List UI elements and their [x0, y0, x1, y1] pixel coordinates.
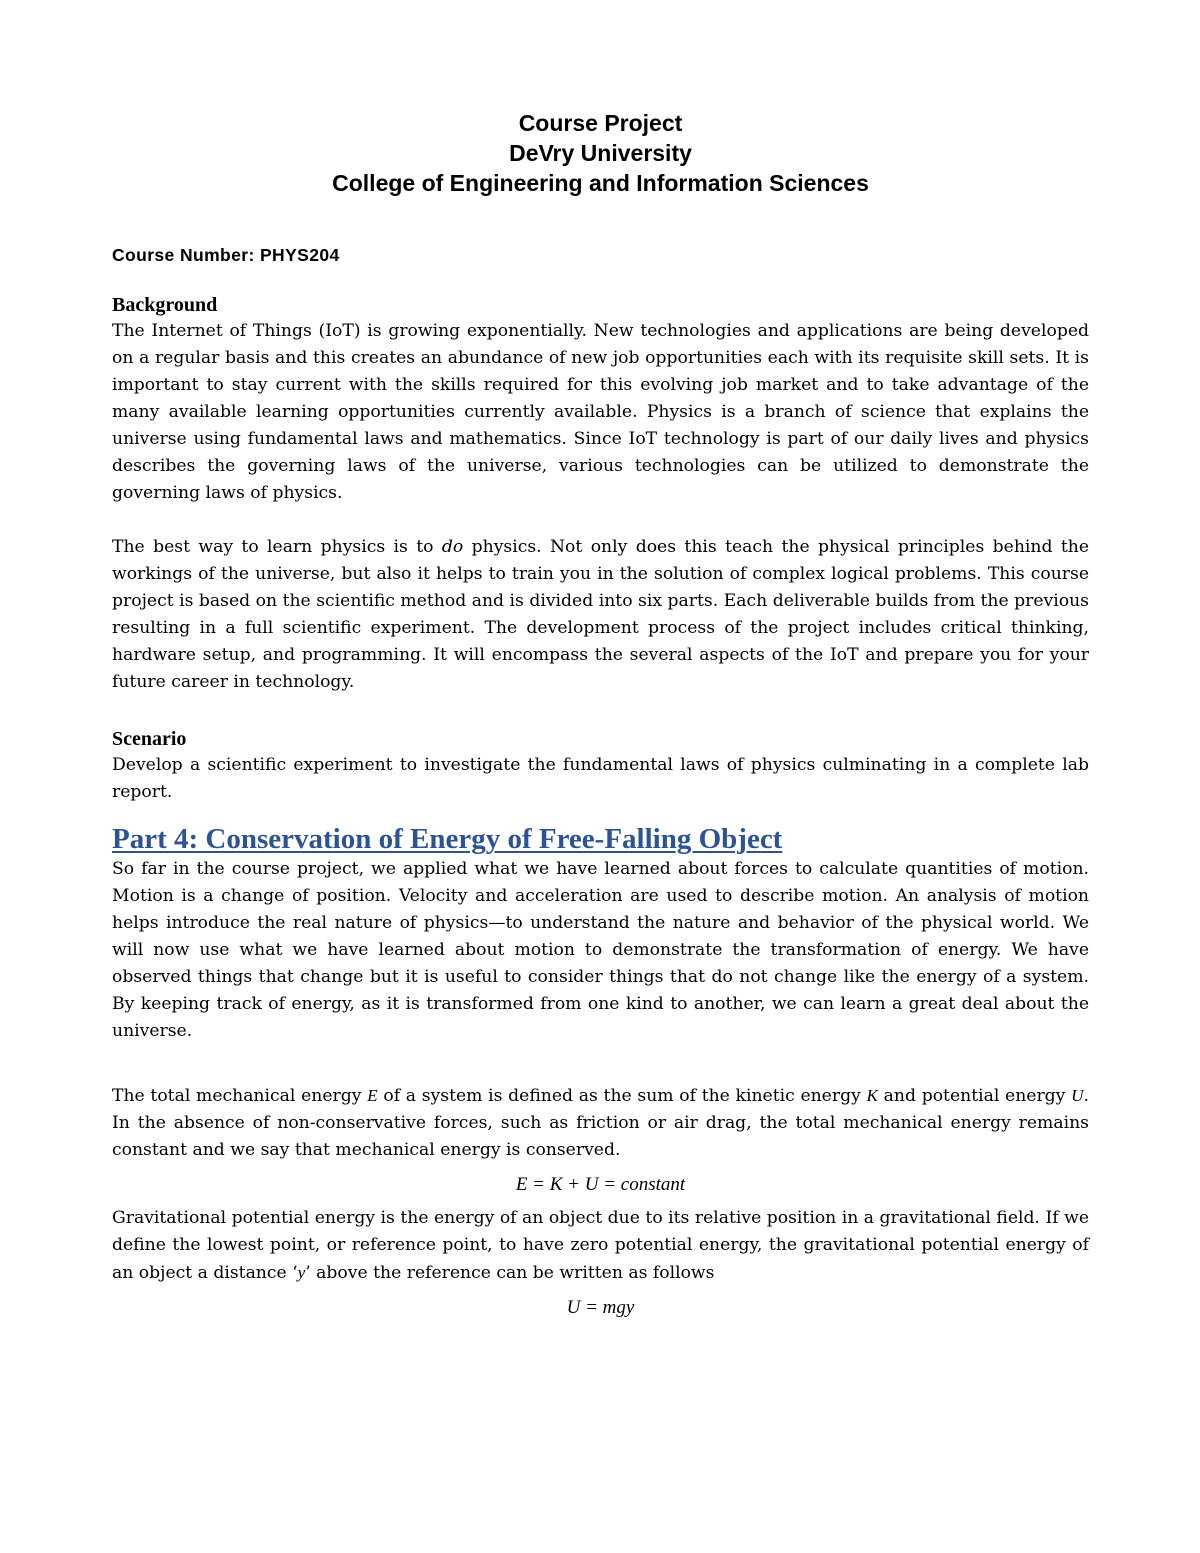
course-number-line — [112, 245, 1089, 266]
variable-y: y — [297, 1263, 306, 1282]
variable-k: K — [866, 1086, 878, 1105]
course-number-value: PHYS204 — [259, 245, 340, 265]
scenario-text: Develop a scientific experiment to investigate the fundamental laws of physics culminating in a complete lab report. — [112, 755, 1089, 802]
equation-mechanical-energy: E = K + U = constant — [515, 1174, 686, 1195]
part4-heading: Part 4: Conservation of Energy of Free-Falling Object — [112, 823, 783, 855]
paragraph-text: The total mechanical energy — [112, 1086, 368, 1106]
paragraph-text: physics. Not only does this teach the physical principles behind the workings of the universe, but also it helps to train you in the solution of complex logical problems. This course project is based on the scientific method and is divided into six parts. Each deliverable builds from the previous resulting in a full scientific experiment. The development process of the project includes critical thinking, hardware setup, and programming. It will encompass the several aspects of the IoT and prepare you for your future career in technology. — [112, 537, 1089, 692]
paragraph-text: of a system is defined as the sum of the kinetic energy — [377, 1086, 867, 1106]
background-paragraph-1: The Internet of Things (IoT) is growing exponentially. New technologies and applications are being developed on a regular basis and this creates an abundance of new job opportunities each with its requisite skill sets. It is important to stay current with the skills required for this evolving job market and to take advantage of the many available learning opportunities currently available. Physics is a branch of science that explains the universe using fundamental laws and mathematics. Since IoT technology is part of our daily lives and physics describes the governing laws of the universe, various technologies can be utilized to demonstrate the governing laws of physics. — [112, 321, 1089, 503]
equation-potential-energy: U = mgy — [566, 1297, 635, 1318]
paragraph-text: The best way to learn physics is to — [112, 537, 442, 557]
part4-paragraph-1: So far in the course project, we applied what we have learned about forces to calculate quantities of motion. Motion is a change of position. Velocity and acceleration are used to describe motion. An analysis of motion helps introduce the real nature of physics—to understand the nature and behavior of the physical world. We will now use what we have learned about motion to demonstrate the transformation of energy. We have observed things that change but it is useful to consider things that do not change like the energy of a system. By keeping track of energy, as it is transformed from one kind to another, we can learn a great deal about the universe. — [112, 859, 1089, 1041]
paragraph-text: Gravitational potential energy is the energy of an object due to its relative position in a gravitational field. If we define the lowest point, or reference point, to have zero potential energy, the gravitational potential energy of an object a distance ‘ — [112, 1208, 1089, 1283]
document-title: Course Project — [518, 110, 683, 136]
background-paragraph-2 — [112, 534, 1089, 696]
variable-e: E — [367, 1086, 378, 1105]
part4-paragraph-2 — [112, 1082, 1089, 1164]
background-heading: Background — [112, 294, 218, 316]
paragraph-text: . In the absence of non-conservative forces, such as friction or air drag, the total mechanical energy remains constant and we say that mechanical energy is conserved. — [112, 1086, 1089, 1160]
part4-section — [112, 822, 1089, 1321]
college-name: College of Engineering and Information Sciences — [332, 170, 869, 196]
variable-u: U — [1071, 1086, 1084, 1105]
title-block — [112, 108, 1089, 198]
background-section — [112, 292, 1089, 696]
scenario-section — [112, 726, 1089, 806]
part4-paragraph-3 — [112, 1205, 1089, 1287]
scenario-heading: Scenario — [112, 728, 187, 750]
university-name: DeVry University — [509, 140, 692, 166]
document-page — [112, 108, 1089, 1321]
emphasis-text: do — [441, 537, 464, 557]
course-number-label: Course Number: — [112, 245, 255, 265]
paragraph-text: ’ above the reference can be written as follows — [305, 1263, 715, 1283]
paragraph-text: and potential energy — [877, 1086, 1072, 1106]
